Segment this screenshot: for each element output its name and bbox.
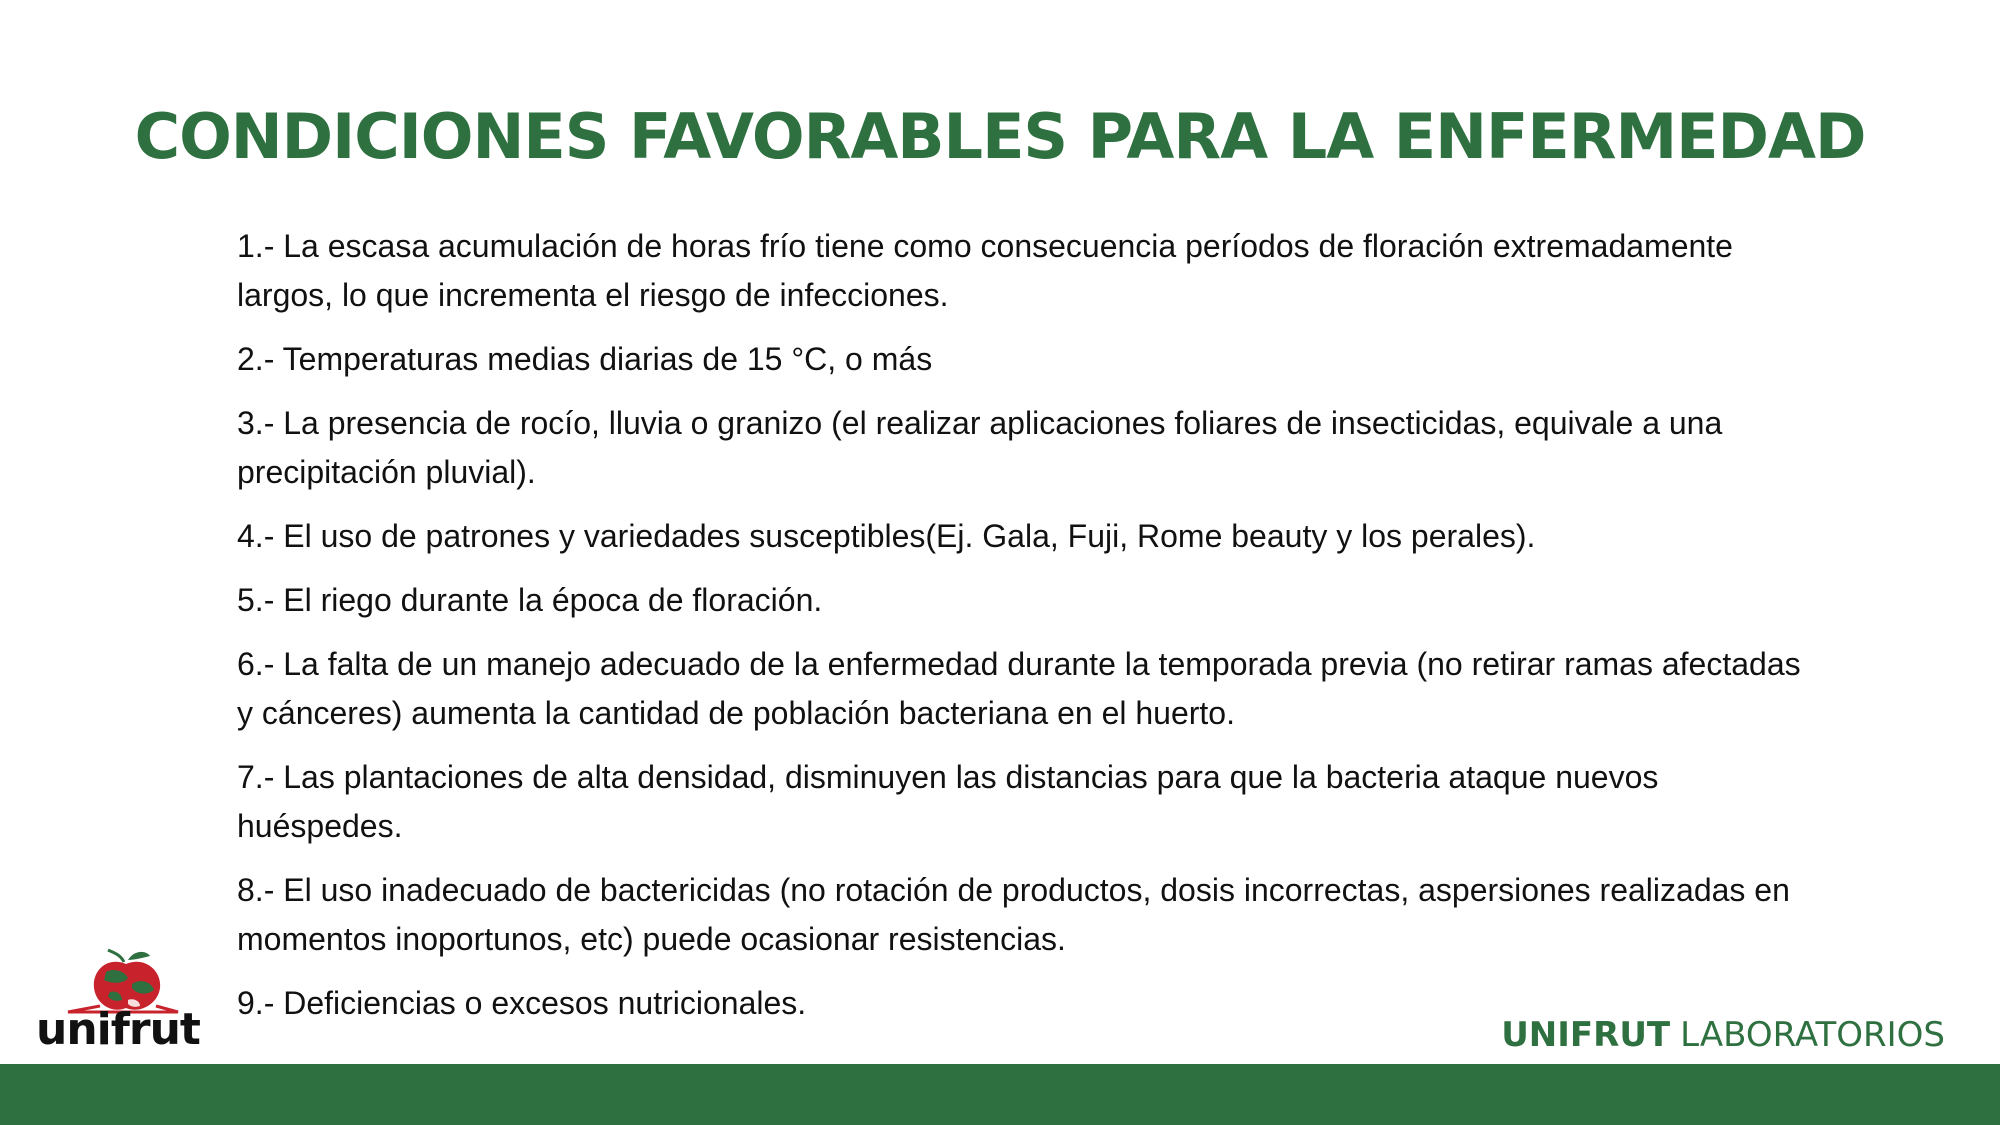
slide-title: CONDICIONES FAVORABLES PARA LA ENFERMEDAD (134, 100, 1866, 173)
footer-bar (0, 1064, 2000, 1125)
list-item: 1.- La escasa acumulación de horas frío tiene como consecuencia períodos de floración extremadamente largos, lo que incrementa el riesgo de infecciones. (237, 228, 1733, 313)
list-item: 5.- El riego durante la época de floración. (237, 582, 823, 618)
list-item: 9.- Deficiencias o excesos nutricionales. (237, 985, 807, 1021)
logo-wordmark: unifrut (36, 1004, 200, 1055)
conditions-list (237, 222, 1817, 1043)
list-item: 2.- Temperaturas medias diarias de 15 °C, o más (237, 341, 933, 377)
list-item: 3.- La presencia de rocío, lluvia o granizo (el realizar aplicaciones foliares de insecticidas, equivale a una precipitación pluvial). (237, 405, 1723, 490)
list-item: 6.- La falta de un manejo adecuado de la enfermedad durante la temporada previa (no retirar ramas afectadas y cánceres) aumenta la cantidad de población bacteriana en el huerto. (237, 646, 1801, 731)
list-item: 7.- Las plantaciones de alta densidad, disminuyen las distancias para que la bacteria ataque nuevos huéspedes. (237, 759, 1659, 844)
brand-name: UNIFRUT (1501, 1015, 1671, 1055)
list-item: 8.- El uso inadecuado de bactericidas (no rotación de productos, dosis incorrectas, aspersiones realizadas en momentos inoportunos, etc) puede ocasionar resistencias. (237, 872, 1790, 957)
brand-subtitle: LABORATORIOS (1680, 1015, 1945, 1055)
brand-footer (1501, 1015, 1945, 1055)
unifrut-logo (28, 948, 208, 1058)
list-item: 4.- El uso de patrones y variedades susceptibles(Ej. Gala, Fuji, Rome beauty y los perales). (237, 518, 1536, 554)
